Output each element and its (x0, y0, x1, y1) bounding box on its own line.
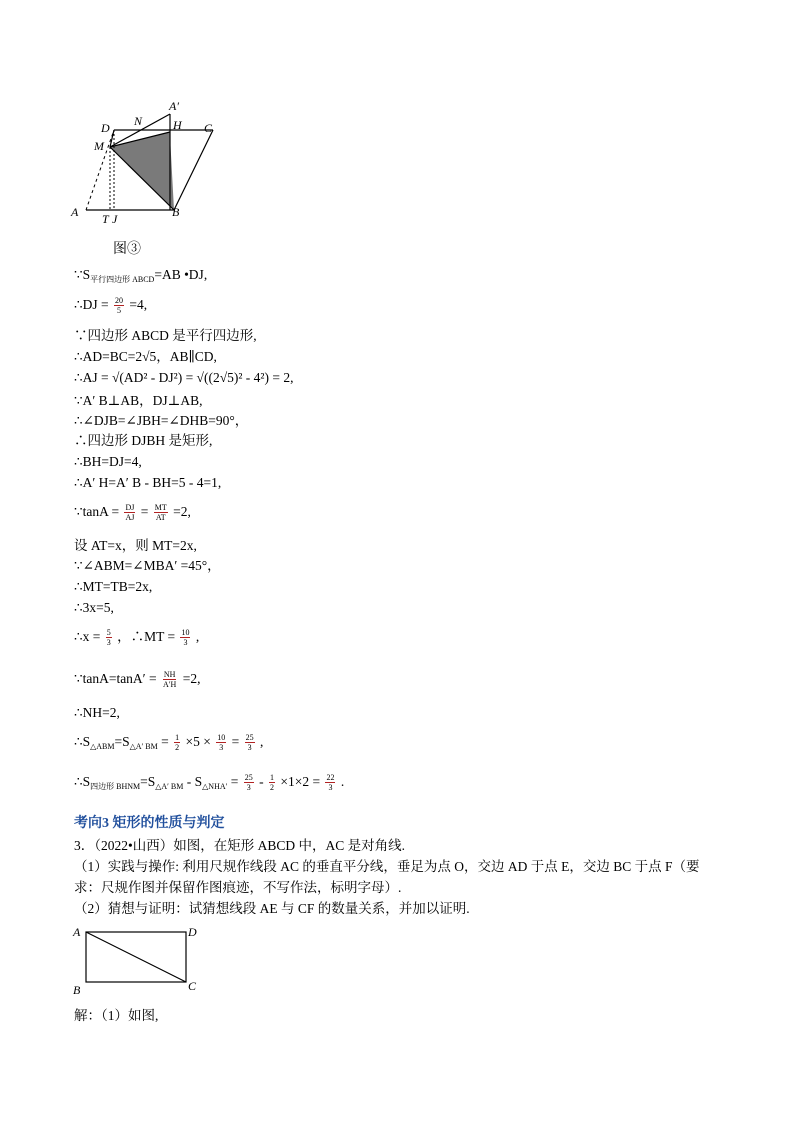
solution-line: $\therefore S_{\triangle ABM}=S_{\triangle A' BM}$ = $\frac{1}{2}$ ×5 × $\frac{10}{3}$ = $\frac{25}{3}$ , (74, 733, 264, 753)
solution-line: ∴DJ = $\frac{20}{5}$ =4, (74, 296, 148, 316)
rectangle-diagram (66, 920, 206, 1000)
solution-line: ∴A′ H=A′ B - BH=5 - 4=1, (74, 475, 222, 490)
answer-start: 解：（1）如图, (74, 1008, 159, 1023)
figure-3-diagram (66, 96, 226, 228)
solution-line: $\therefore S_{四边形 BHNM}=S_{\triangle A' BM} - S_{\triangle NHA'}$ = $\frac{25}{3}$ - $\frac{1}{2}$ ×1×2 = $\frac{22}{3}$ . (74, 773, 345, 793)
solution-line: ∵∠ABM=∠MBA′ =45°， (74, 558, 221, 573)
solution-line: ∴四边形 DJBH 是矩形, (74, 433, 213, 448)
label-n: N (134, 114, 143, 128)
label-h: H (173, 118, 182, 132)
solution-line: ∵tanA=tanA′ = $\frac{NH}{A'H}$ =2, (74, 670, 201, 690)
problem-intro: 3．（2022•山西）如图，在矩形 ABCD 中，AC 是对角线. (74, 838, 405, 853)
solution-line: 设 AT=x，则 MT=2x, (74, 538, 197, 553)
solution-line: ∵tanA = $\frac{DJ}{AJ}$ = $\frac{MT}{AT}$ =2, (74, 503, 191, 523)
solution-line: ∵四边形 ABCD 是平行四边形, (74, 328, 257, 343)
edge (174, 130, 213, 210)
solution-line: $\because S_{平行四边形 ABCD}=AB$ •DJ, (74, 267, 208, 284)
solution-line: ∴AJ = √(AD² - DJ²) = √((2√5)² - 4²) = 2, (74, 370, 294, 385)
solution-line: ∴3x=5, (74, 600, 114, 615)
solution-line: ∴MT=TB=2x, (74, 579, 153, 594)
solution-line: ∴AD=BC=2√5，AB∥CD, (74, 349, 217, 364)
label-c: C (188, 979, 197, 993)
problem-part1: （1）实践与操作: 利用尺规作线段 AC 的垂直平分线，垂足为点 O，交边 AD 于点 E，交边 BC 于点 F（要 (74, 859, 700, 874)
label-d: D (101, 121, 110, 135)
label-d: D (188, 925, 197, 939)
label-t: T (102, 212, 109, 226)
solution-line: ∴NH=2, (74, 705, 120, 720)
diagonal-ac (86, 932, 186, 982)
solution-line: ∵A′ B⊥AB，DJ⊥AB, (74, 393, 203, 408)
section-heading: 考向3 矩形的性质与判定 (74, 816, 225, 831)
shaded-region (110, 132, 174, 210)
problem-part2: （2）猜想与证明：试猜想线段 AE 与 CF 的数量关系，并加以证明. (74, 901, 470, 916)
solution-line: ∴∠DJB=∠JBH=∠DHB=90°， (74, 413, 249, 428)
solution-line: ∴x = $\frac{5}{3}$ ，∴MT = $\frac{10}{3}$ , (74, 628, 200, 648)
label-b: B (73, 983, 81, 997)
label-m: M (94, 139, 104, 153)
problem-part1-cont: 求：尺规作图并保留作图痕迹，不写作法，标明字母）. (74, 880, 402, 895)
figure-caption: 图③ (113, 242, 141, 257)
solution-line: ∴BH=DJ=4, (74, 454, 142, 469)
label-b: B (172, 205, 180, 219)
label-a: A (71, 205, 79, 219)
label-c: C (204, 121, 213, 135)
label-j: J (112, 212, 118, 226)
label-a-prime: A′ (169, 99, 179, 113)
label-a: A (73, 925, 81, 939)
